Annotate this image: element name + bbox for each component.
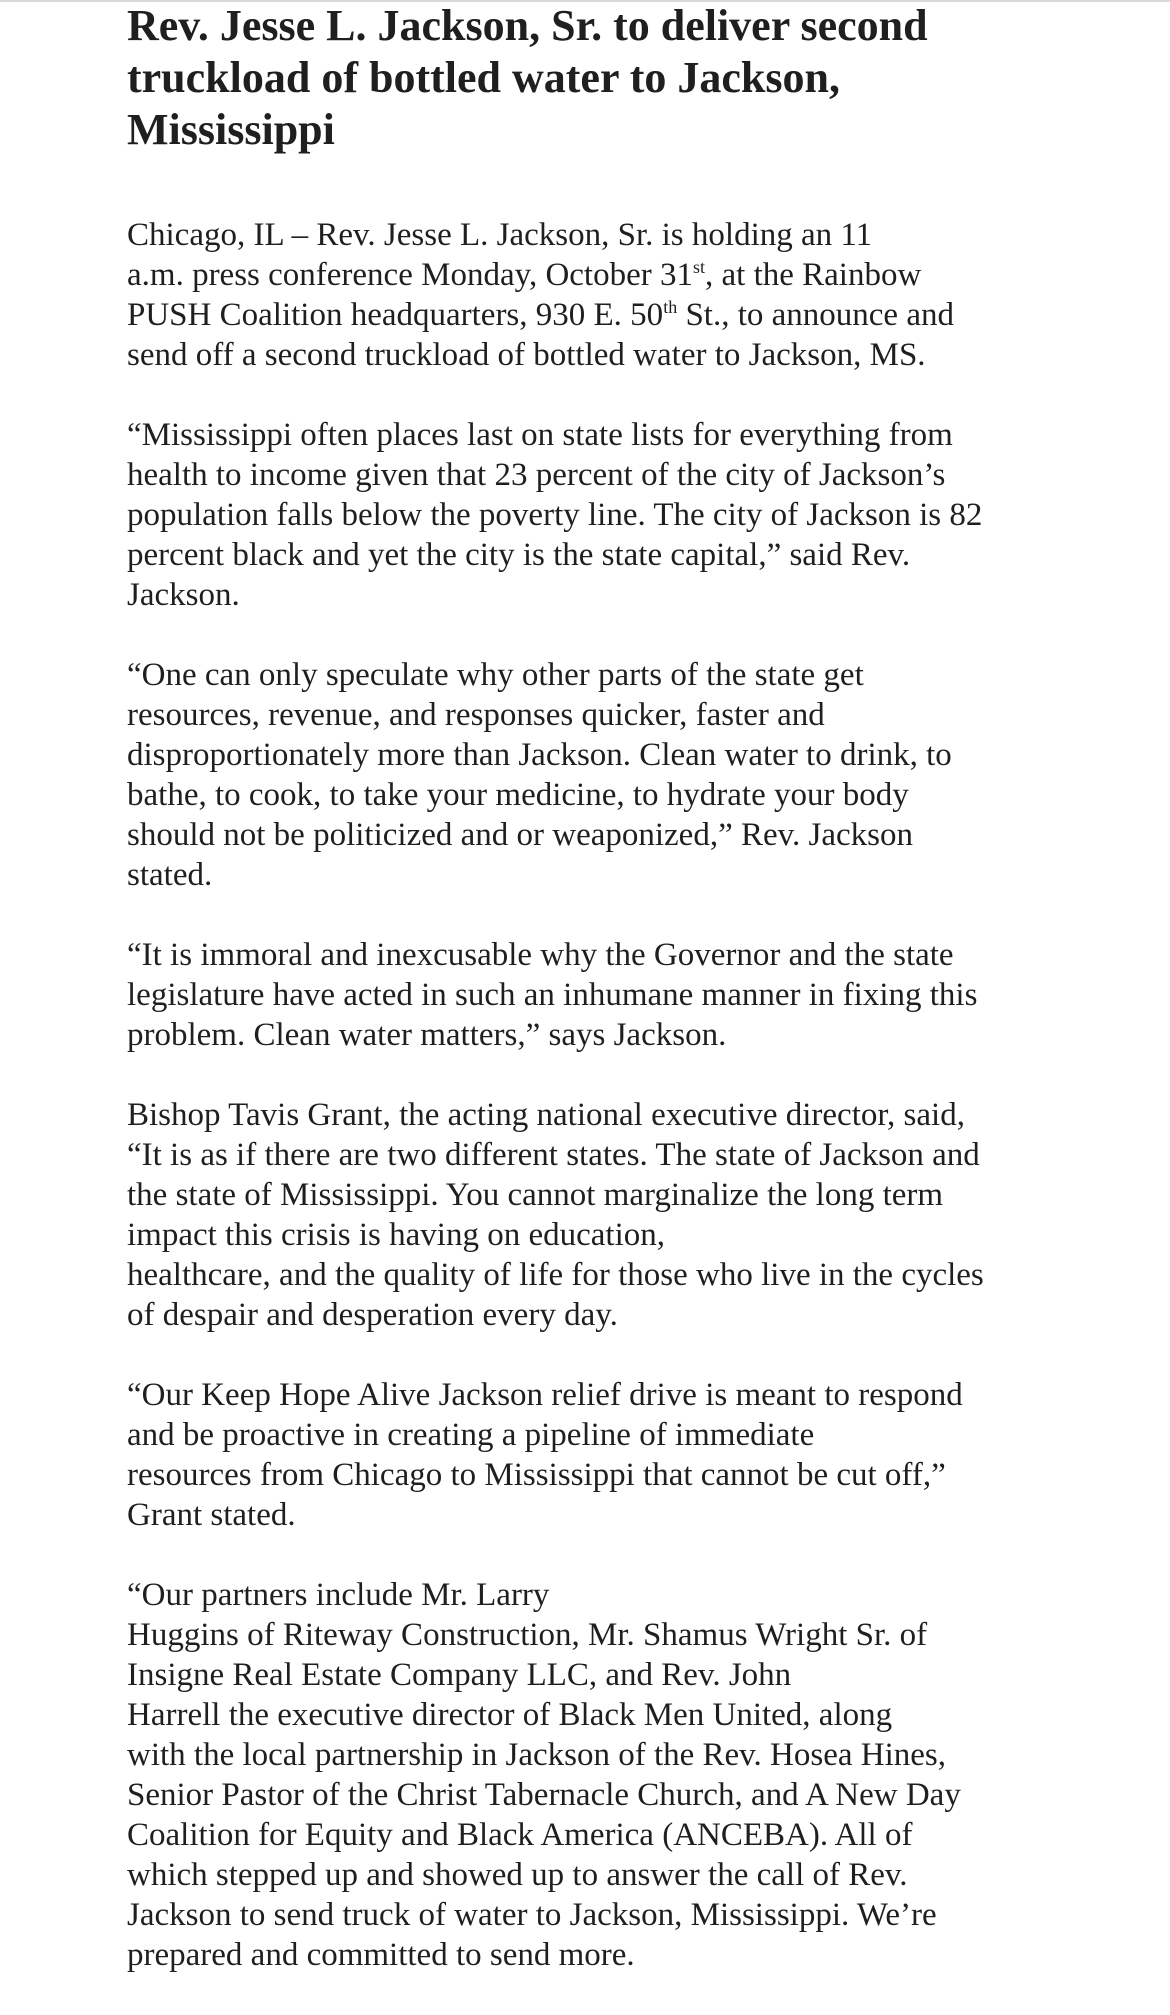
text-line: Senior Pastor of the Christ Tabernacle Church, and A New Day (127, 1777, 961, 1813)
text-line: “One can only speculate why other parts of the state get (127, 657, 864, 693)
text-line: “It is as if there are two different states. The state of Jackson and (127, 1137, 980, 1173)
text-line: of despair and desperation every day. (127, 1297, 618, 1333)
text-line: resources from Chicago to Mississippi that cannot be cut off,” (127, 1457, 946, 1493)
text-line: the state of Mississippi. You cannot marginalize the long term (127, 1177, 944, 1213)
ordinal-suffix: th (663, 297, 678, 317)
text-line: Grant stated. (127, 1497, 296, 1533)
text-line: and be proactive in creating a pipeline of immediate (127, 1417, 815, 1453)
text-line: Insigne Real Estate Company LLC, and Rev. John (127, 1657, 792, 1693)
text-line: should not be politicized and or weaponized,” Rev. Jackson (127, 817, 913, 853)
text-line: health to income given that 23 percent of the city of Jackson’s (127, 457, 946, 493)
text-segment: a.m. press conference Monday, October 31 (127, 257, 693, 293)
text-line: impact this crisis is having on education, (127, 1217, 665, 1253)
text-line: “It is immoral and inexcusable why the Governor and the state (127, 937, 954, 973)
text-line: population falls below the poverty line. The city of Jackson is 82 (127, 497, 983, 533)
text-line: “Our partners include Mr. Larry (127, 1577, 550, 1613)
text-line (127, 255, 1137, 295)
text-line: prepared and committed to send more. (127, 1937, 635, 1973)
text-line: Huggins of Riteway Construction, Mr. Shamus Wright Sr. of (127, 1617, 928, 1653)
text-line: Chicago, IL – Rev. Jesse L. Jackson, Sr. is holding an 11 (127, 217, 873, 253)
text-line: legislature have acted in such an inhumane manner in fixing this (127, 977, 978, 1013)
text-line: healthcare, and the quality of life for those who live in the cycles (127, 1257, 984, 1293)
text-line: Jackson. (127, 577, 240, 613)
text-line: Bishop Tavis Grant, the acting national executive director, said, (127, 1097, 965, 1133)
text-line: bathe, to cook, to take your medicine, to hydrate your body (127, 777, 909, 813)
text-line: problem. Clean water matters,” says Jackson. (127, 1017, 727, 1053)
text-line: with the local partnership in Jackson of the Rev. Hosea Hines, (127, 1737, 946, 1773)
paragraph-quote-jackson-3 (127, 935, 1137, 1055)
text-line: disproportionately more than Jackson. Clean water to drink, to (127, 737, 952, 773)
paragraph-quote-jackson-2 (127, 655, 1137, 895)
paragraph-quote-grant-1 (127, 1095, 1137, 1335)
text-segment: PUSH Coalition headquarters, 930 E. 50 (127, 297, 664, 333)
text-segment: , at the Rainbow (705, 257, 922, 293)
paragraph-dateline (127, 215, 1137, 375)
text-line: “Our Keep Hope Alive Jackson relief drive is meant to respond (127, 1377, 963, 1413)
text-line: percent black and yet the city is the state capital,” said Rev. (127, 537, 911, 573)
text-line: which stepped up and showed up to answer the call of Rev. (127, 1857, 908, 1893)
headline-line: truckload of bottled water to Jackson, (127, 53, 840, 102)
paragraph-quote-grant-2 (127, 1375, 1137, 1535)
press-release-article (127, 0, 1137, 2015)
text-line: Harrell the executive director of Black Men United, along (127, 1697, 893, 1733)
headline-line: Mississippi (127, 105, 335, 154)
text-line: “Mississippi often places last on state lists for everything from (127, 417, 953, 453)
text-line: stated. (127, 857, 213, 893)
ordinal-suffix: st (692, 257, 705, 277)
text-line: send off a second truckload of bottled water to Jackson, MS. (127, 337, 926, 373)
text-line: resources, revenue, and responses quicker, faster and (127, 697, 825, 733)
text-segment: St., to announce and (677, 297, 954, 333)
text-line: Coalition for Equity and Black America (ANCEBA). All of (127, 1817, 913, 1853)
headline (127, 0, 1137, 156)
text-line (127, 295, 1137, 335)
paragraph-quote-jackson-1 (127, 415, 1137, 615)
paragraph-partners (127, 1575, 1137, 1975)
headline-line: Rev. Jesse L. Jackson, Sr. to deliver second (127, 1, 928, 50)
text-line: Jackson to send truck of water to Jackson, Mississippi. We’re (127, 1897, 937, 1933)
